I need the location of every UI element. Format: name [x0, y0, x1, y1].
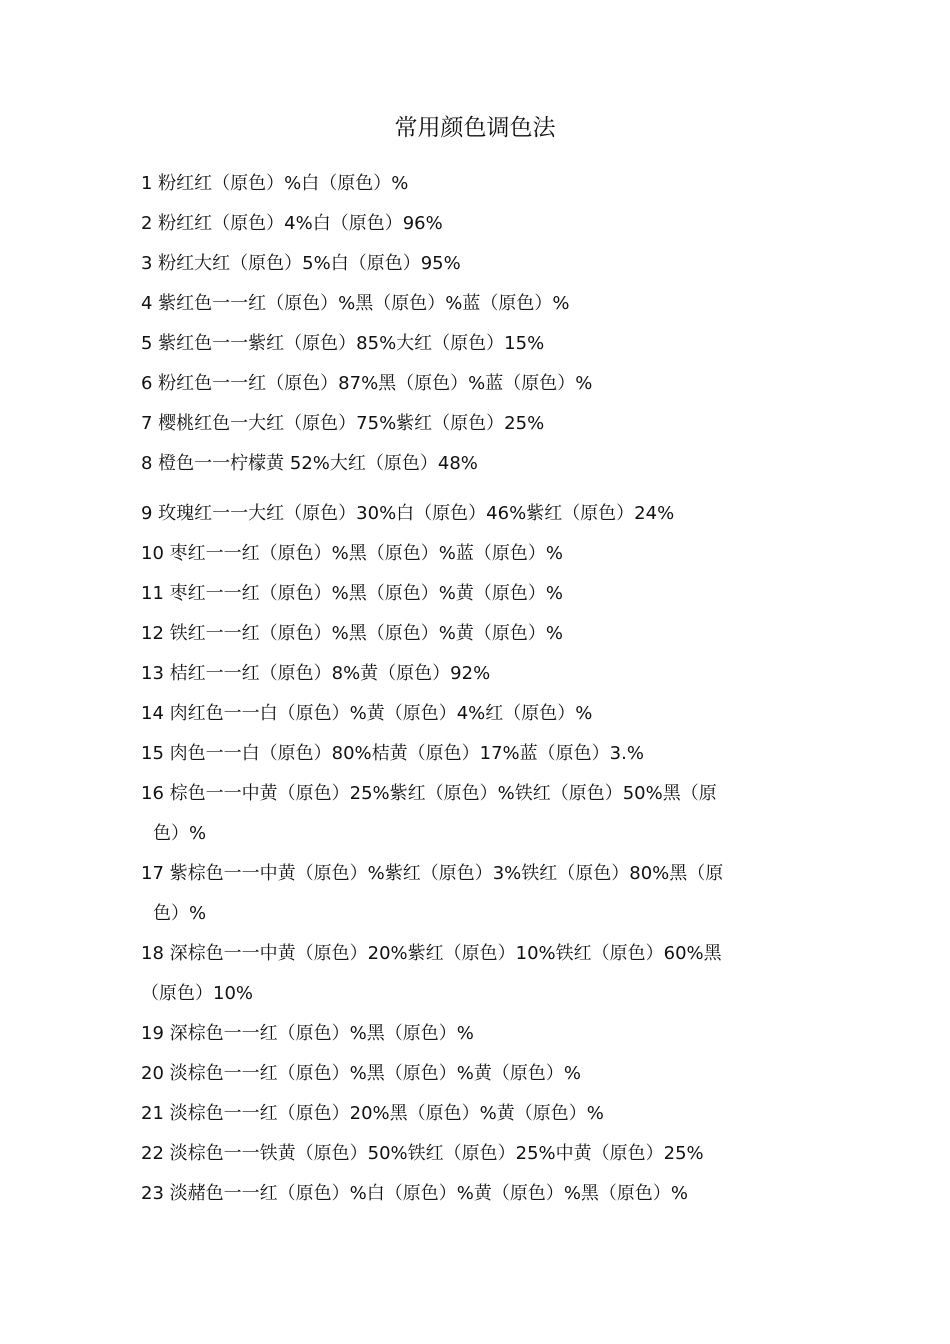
- list-item: 6 粉红色一一红（原色）87%黑（原色）%蓝（原色）%: [141, 373, 593, 394]
- list-item: 3 粉红大红（原色）5%白（原色）95%: [141, 253, 461, 274]
- list-item: 12 铁红一一红（原色）%黑（原色）%黄（原色）%: [141, 623, 563, 644]
- list-item-continuation: （原色）10%: [141, 983, 254, 1004]
- list-item: 20 淡棕色一一红（原色）%黑（原色）%黄（原色）%: [141, 1063, 581, 1084]
- list-item-continuation: 色）%: [153, 903, 207, 924]
- list-item: 18 深棕色一一中黄（原色）20%紫红（原色）10%铁红（原色）60%黑: [141, 943, 722, 964]
- list-item: 10 枣红一一红（原色）%黑（原色）%蓝（原色）%: [141, 543, 563, 564]
- list-item: 13 桔红一一红（原色）8%黄（原色）92%: [141, 663, 491, 684]
- list-item: 21 淡棕色一一红（原色）20%黑（原色）%黄（原色）%: [141, 1103, 604, 1124]
- color-recipe-list: [141, 164, 791, 1214]
- list-item: 23 淡赭色一一红（原色）%白（原色）%黄（原色）%黑（原色）%: [141, 1183, 689, 1204]
- list-item: 22 淡棕色一一铁黄（原色）50%铁红（原色）25%中黄（原色）25%: [141, 1143, 704, 1164]
- list-item: 19 深棕色一一红（原色）%黑（原色）%: [141, 1023, 474, 1044]
- list-item: 11 枣红一一红（原色）%黑（原色）%黄（原色）%: [141, 583, 563, 604]
- list-item: 4 紫红色一一红（原色）%黑（原色）%蓝（原色）%: [141, 293, 570, 314]
- list-item: 17 紫棕色一一中黄（原色）%紫红（原色）3%铁红（原色）80%黑（原: [141, 863, 724, 884]
- list-item: 1 粉红红（原色）%白（原色）%: [141, 173, 409, 194]
- list-item: 9 玫瑰红一一大红（原色）30%白（原色）46%紫红（原色）24%: [141, 503, 675, 524]
- list-item-continuation: 色）%: [153, 823, 207, 844]
- list-item: 8 橙色一一柠檬黄 52%大红（原色）48%: [141, 453, 478, 474]
- page-title: 常用颜色调色法: [394, 115, 556, 141]
- list-item: 7 樱桃红色一大红（原色）75%紫红（原色）25%: [141, 413, 545, 434]
- list-item: 2 粉红红（原色）4%白（原色）96%: [141, 213, 443, 234]
- list-item: 15 肉色一一白（原色）80%桔黄（原色）17%蓝（原色）3.%: [141, 743, 644, 764]
- list-item: 5 紫红色一一紫红（原色）85%大红（原色）15%: [141, 333, 545, 354]
- list-item: 14 肉红色一一白（原色）%黄（原色）4%红（原色）%: [141, 703, 593, 724]
- list-item: 16 棕色一一中黄（原色）25%紫红（原色）%铁红（原色）50%黑（原: [141, 783, 717, 804]
